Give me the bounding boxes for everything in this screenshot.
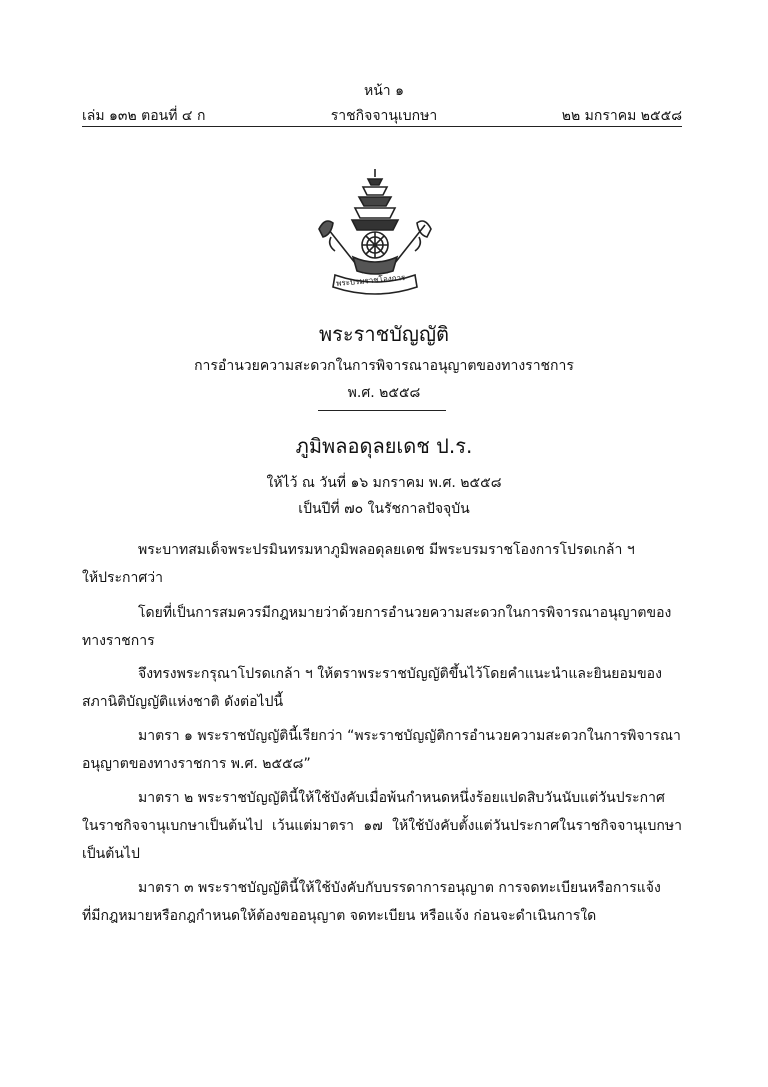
- reign-year: เป็นปีที่ ๗๐ ในรัชกาลปัจจุบัน: [298, 501, 470, 517]
- act-subtitle: การอำนวยความสะดวกในการพิจารณาอนุญาตของทางราชการ: [194, 358, 574, 374]
- paragraph-continuation: ที่มีกฎหมายหรือกฎกำหนดให้ต้องขออนุญาต จดทะเบียน หรือแจ้ง ก่อนจะดำเนินการใด: [82, 908, 597, 924]
- title-divider: [318, 410, 446, 411]
- paragraph-continuation: ให้ประกาศว่า: [82, 570, 163, 586]
- king-signature: ภูมิพลอดุลยเดช ป.ร.: [295, 434, 473, 458]
- paragraph-continuation: ทางราชการ: [82, 633, 155, 649]
- section-3-paragraph: [82, 874, 682, 930]
- section-2-paragraph: [82, 784, 682, 868]
- act-year: พ.ศ. ๒๕๕๘: [347, 385, 421, 401]
- section-1-paragraph: [82, 722, 682, 778]
- paragraph-line: มาตรา ๒ พระราชบัญญัตินี้ให้ใช้บังคับเมื่อพ้นกำหนดหนึ่งร้อยแปดสิบวันนับแต่วันประกาศ: [138, 790, 665, 806]
- paragraph-line: มาตรา ๓ พระราชบัญญัตินี้ให้ใช้บังคับกับบรรดาการอนุญาต การจดทะเบียนหรือการแจ้ง: [138, 880, 661, 896]
- header-divider: [82, 126, 682, 127]
- gazette-name: ราชกิจจานุเบกษา: [330, 108, 438, 124]
- paragraph-line: มาตรา ๑ พระราชบัญญัตินี้เรียกว่า “พระราชบัญญัติการอำนวยความสะดวกในการพิจารณา: [138, 728, 681, 744]
- volume-issue: เล่ม ๑๓๒ ตอนที่ ๔ ก: [82, 108, 206, 124]
- enactment-paragraph: [82, 660, 682, 716]
- paragraph-continuation: อนุญาตของทางราชการ พ.ศ. ๒๕๕๘”: [82, 756, 311, 772]
- emblem-seal-text: พระบรมราชโองการ: [335, 272, 406, 289]
- preamble-paragraph: [82, 536, 682, 592]
- act-title: พระราชบัญญัติ: [319, 322, 449, 346]
- page-number: หน้า ๑: [364, 83, 404, 99]
- paragraph-line: จึงทรงพระกรุณาโปรดเกล้า ฯ ให้ตราพระราชบัญญัติขึ้นไว้โดยคำแนะนำและยินยอมของ: [138, 666, 662, 682]
- whereas-paragraph: [82, 599, 682, 655]
- paragraph-continuation: ในราชกิจจานุเบกษาเป็นต้นไป เว้นแต่มาตรา ๑๗ ให้ใช้บังคับตั้งแต่วันประกาศในราชกิจจานุเบกษา เป็นต้นไป: [82, 818, 682, 862]
- paragraph-continuation: สภานิติบัญญัติแห่งชาติ ดังต่อไปนี้: [82, 694, 284, 710]
- publication-date: ๒๒ มกราคม ๒๕๕๘: [561, 108, 682, 124]
- given-date: ให้ไว้ ณ วันที่ ๑๖ มกราคม พ.ศ. ๒๕๕๘: [266, 475, 502, 491]
- paragraph-line: พระบาทสมเด็จพระปรมินทรมหาภูมิพลอดุลยเดช มีพระบรมราชโองการโปรดเกล้า ฯ: [138, 542, 635, 558]
- paragraph-line: โดยที่เป็นการสมควรมีกฎหมายว่าด้วยการอำนวยความสะดวกในการพิจารณาอนุญาตของ: [138, 605, 672, 621]
